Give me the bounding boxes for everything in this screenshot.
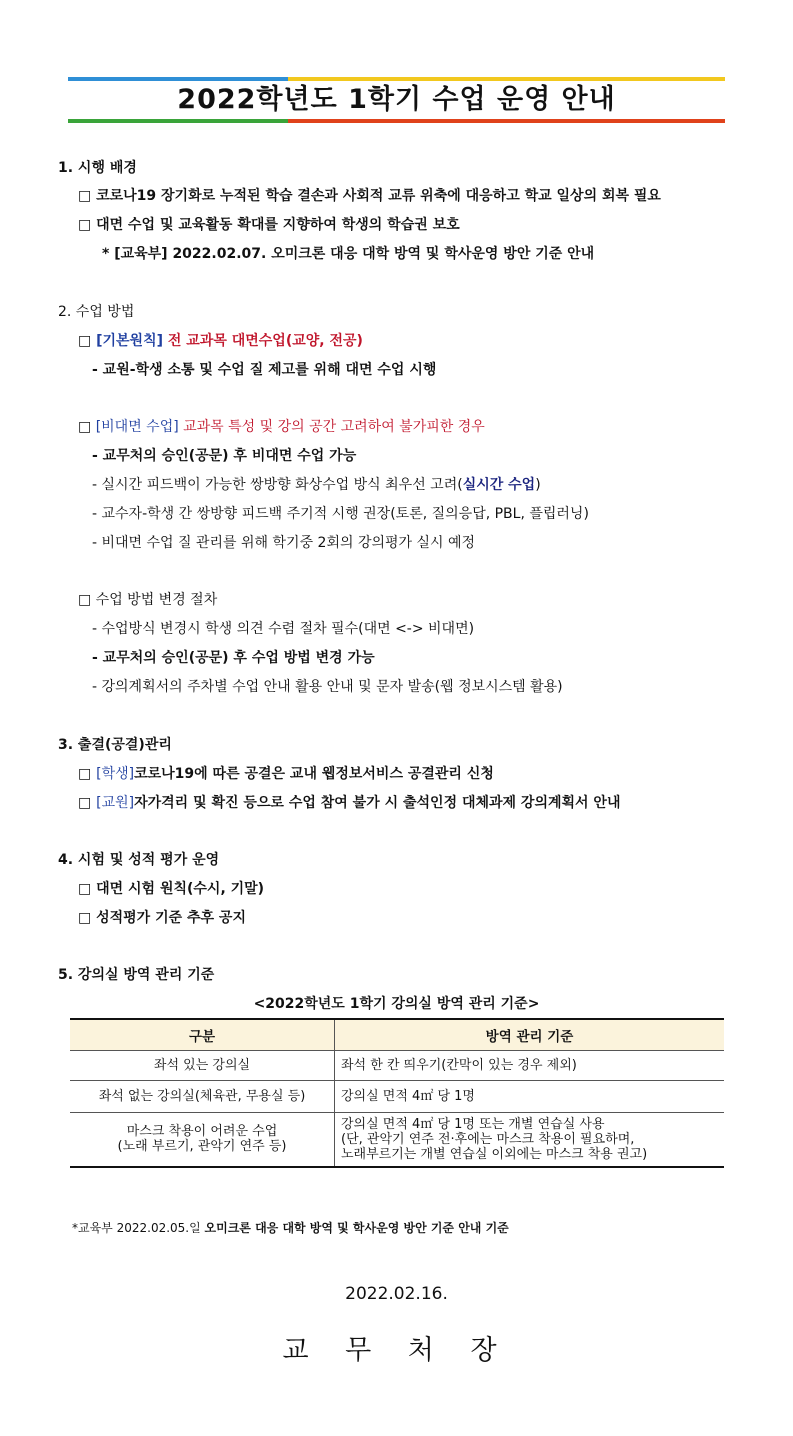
section-1-item-1: □ 코로나19 장기화로 누적된 학습 결손과 사회적 교류 위축에 대응하고 학교 일상의 회복 필요 xyxy=(78,188,661,204)
table-cell-rule-line-1: 강의실 면적 4㎡ 당 1명 또는 개별 연습실 사용 xyxy=(341,1116,605,1132)
change-procedure: □ 수업 방법 변경 절차 xyxy=(78,592,218,608)
remote-sub-b-close: ) xyxy=(535,477,541,493)
footnote-bold: 오미크론 대응 대학 방역 및 학사운영 방안 기준 안내 기준 xyxy=(204,1221,509,1235)
remote-sub-b xyxy=(92,476,541,494)
teacher-tag: [교원] xyxy=(96,795,135,811)
table-cell-category: 좌석 없는 강의실(체육관, 무용실 등) xyxy=(70,1081,335,1113)
table-cell-category-line-1: 마스크 착용이 어려운 수업 xyxy=(126,1124,278,1140)
basic-principle-tag: [기본원칙] xyxy=(96,333,164,349)
basic-principle-text: 전 교과목 대면수업(교양, 전공) xyxy=(163,333,363,349)
table-header-row xyxy=(70,1019,724,1051)
section-4-heading: 4. 시험 및 성적 평가 운영 xyxy=(58,852,220,868)
table-cell-category xyxy=(70,1113,335,1167)
change-sub-b: - 교무처의 승인(공문) 후 수업 방법 변경 가능 xyxy=(92,650,375,666)
section-5-heading: 5. 강의실 방역 관리 기준 xyxy=(58,967,215,983)
change-sub-c: - 강의계획서의 주차별 수업 안내 활용 안내 및 문자 발송(웹 정보시스템 활용) xyxy=(92,679,563,695)
table-cell-rule xyxy=(335,1113,725,1167)
title-bar-top-left xyxy=(68,77,288,81)
table-header-category: 구분 xyxy=(70,1019,335,1051)
teacher-text: 자가격리 및 확진 등으로 수업 참여 불가 시 출석인정 대체과제 강의계획서 안내 xyxy=(134,795,621,811)
basic-principle xyxy=(78,332,363,350)
table-row xyxy=(70,1081,724,1113)
table-cell-rule: 강의실 면적 4㎡ 당 1명 xyxy=(335,1081,725,1113)
section-1-note: * [교육부] 2022.02.07. 오미크론 대응 대학 방역 및 학사운영 방안 기준 안내 xyxy=(102,246,595,262)
section-1-heading: 1. 시행 배경 xyxy=(58,160,137,176)
title-bar-top-right xyxy=(288,77,725,81)
teacher-attendance xyxy=(78,794,620,812)
title-bar-bottom-left xyxy=(68,119,288,123)
issue-date: 2022.02.16. xyxy=(345,1284,448,1304)
footnote xyxy=(72,1219,509,1236)
remote-sub-d: - 비대면 수업 질 관리를 위해 학기중 2회의 강의평가 실시 예정 xyxy=(92,535,476,551)
footnote-prefix: *교육부 2022.02.05.일 xyxy=(72,1221,205,1235)
change-sub-a: - 수업방식 변경시 학생 의견 수렴 절차 필수(대면 <-> 비대면) xyxy=(92,621,475,637)
page-title: 2022학년도 1학기 수업 운영 안내 xyxy=(177,84,616,115)
section-4-item-1: □ 대면 시험 원칙(수시, 기말) xyxy=(78,881,265,897)
table-cell-category: 좌석 있는 강의실 xyxy=(70,1051,335,1081)
checkbox-icon: □ xyxy=(78,795,92,811)
checkbox-icon: □ xyxy=(78,333,92,349)
table-cell-rule-line-2: (단, 관악기 연주 전·후에는 마스크 착용이 필요하며, xyxy=(341,1131,635,1147)
table-row xyxy=(70,1113,724,1167)
checkbox-icon: □ xyxy=(78,419,92,435)
remote-sub-a: - 교무처의 승인(공문) 후 비대면 수업 가능 xyxy=(92,448,357,464)
section-1-item-2: □ 대면 수업 및 교육활동 확대를 지향하여 학생의 학습권 보호 xyxy=(78,217,460,233)
student-text: 코로나19에 따른 공결은 교내 웹정보서비스 공결관리 신청 xyxy=(134,766,494,782)
table-cell-category-line-2: (노래 부르기, 관악기 연주 등) xyxy=(117,1139,287,1155)
table-cell-rule: 좌석 한 칸 띄우기(칸막이 있는 경우 제외) xyxy=(335,1051,725,1081)
table-row xyxy=(70,1051,724,1081)
remote-class-text: 교과목 특성 및 강의 공간 고려하여 불가피한 경우 xyxy=(178,419,485,435)
remote-class-tag: [비대면 수업] xyxy=(95,419,179,435)
table-header-rule: 방역 관리 기준 xyxy=(335,1019,725,1051)
student-attendance xyxy=(78,765,494,783)
table-cell-rule-line-3: 노래부르기는 개별 연습실 이외에는 마스크 착용 권고) xyxy=(341,1146,648,1162)
remote-sub-b-text: - 실시간 피드백이 가능한 쌍방향 화상수업 방식 최우선 고려( xyxy=(92,477,463,493)
remote-sub-c: - 교수자-학생 간 쌍방향 피드백 주기적 시행 권장(토론, 질의응답, PBL, 플립러닝) xyxy=(92,506,589,522)
title-bar-bottom-right xyxy=(288,119,725,123)
table-caption: <2022학년도 1학기 강의실 방역 관리 기준> xyxy=(253,996,540,1012)
section-3-heading: 3. 출결(공결)관리 xyxy=(58,737,172,753)
remote-class xyxy=(78,418,485,436)
section-2-heading: 2. 수업 방법 xyxy=(58,304,135,320)
section-4-item-2: □ 성적평가 기준 추후 공지 xyxy=(78,910,246,926)
checkbox-icon: □ xyxy=(78,766,92,782)
realtime-class-highlight: 실시간 수업 xyxy=(462,477,536,493)
basic-principle-sub: - 교원-학생 소통 및 수업 질 제고를 위해 대면 수업 시행 xyxy=(92,362,437,378)
student-tag: [학생] xyxy=(96,766,135,782)
quarantine-rules-table xyxy=(70,1018,724,1168)
signature: 교 무 처 장 xyxy=(282,1335,511,1366)
